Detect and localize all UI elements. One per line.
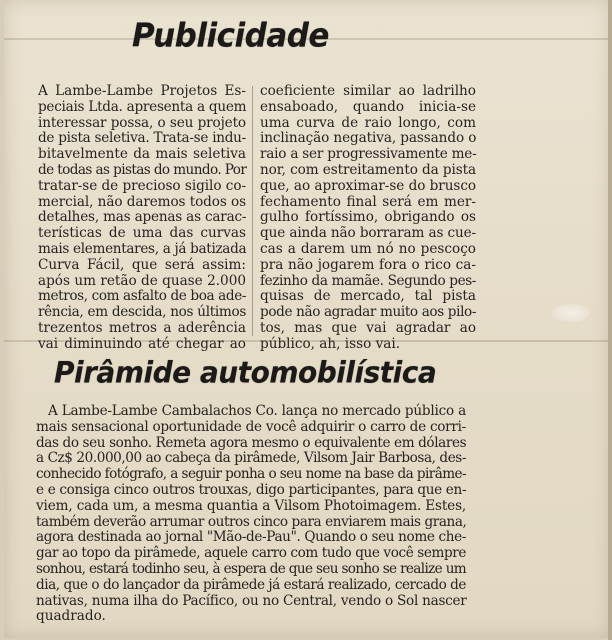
text-line: de pista seletiva. Trata-se indu- — [38, 130, 246, 147]
text-line: que, ao aproximar-se do brusco — [260, 177, 476, 194]
text-line: que ainda não borraram as cue- — [260, 225, 476, 242]
text-line: cas a darem um nó no pescoço — [260, 240, 476, 257]
section-title-publicidade: Publicidade — [132, 17, 329, 55]
text-line: peciais Ltda. apresenta a quem — [38, 98, 247, 115]
text-line: também deverão arrumar outros cinco para enviarem mais grana, — [36, 513, 467, 530]
text-line: a Cz$ 20.000,00 ao cabeça da pirâmede, Vilsom Jair Barbosa, des- — [36, 450, 466, 467]
text-line: mais elementares, a já batizada — [38, 240, 247, 257]
text-line: dia, que o do lançador da pirâmede já estará realizado, cercado de — [36, 576, 466, 593]
newspaper-clipping — [4, 0, 610, 638]
text-line: raio a ser progressivamente me- — [260, 146, 477, 163]
text-line: fezinho da mamãe. Segundo pes- — [260, 272, 476, 289]
text-line: uma curva de raio longo, com — [260, 114, 476, 131]
text-line: e e consiga cinco outros trouxas, digo participantes, para que en- — [36, 481, 467, 498]
text-line: nor, com estreitamento da pista — [260, 161, 476, 178]
text-line: coeficiente similar ao ladrilho — [260, 83, 476, 99]
text-line: detalhes, mas apenas as carac- — [38, 209, 247, 226]
text-line: após um retão de quase 2.000 — [38, 272, 246, 289]
text-line: tratar-se de precioso sigilo co- — [38, 177, 246, 194]
text-line: metros, com asfalto de boa ade- — [38, 288, 247, 305]
text-line: público, ah, isso vai. — [260, 335, 401, 352]
text-line: quisas de mercado, tal pista — [260, 288, 476, 305]
text-line: rência, em descida, nos últimos — [38, 304, 246, 321]
text-line: terísticas de uma das curvas — [38, 225, 246, 242]
text-line: das do seu sonho. Remeta agora mesmo o equivalente em dólares — [36, 434, 467, 451]
text-line: trezentos metros a aderência — [38, 319, 246, 336]
text-line: bitavelmente da mais seletiva — [38, 146, 246, 163]
text-line: pra não jogarem fora o rico ca- — [260, 256, 476, 273]
text-line: mais sensacional oportunidade de você adquirir o carro de corri- — [36, 418, 466, 435]
section-title-piramide: Pirâmide automobilística — [54, 355, 437, 390]
text-line: gulho fortíssimo, obrigando os — [260, 209, 476, 226]
text-line: fechamento final será em mer- — [260, 193, 476, 210]
text-line: A Lambe-Lambe Cambalachos Co. lança no mercado público a — [48, 403, 467, 419]
text-line: A Lambe-Lambe Projetos Es- — [38, 83, 246, 99]
text-line: ensaboado, quando inicia-se — [260, 98, 476, 115]
text-line: gar ao topo da pirâmede, aquele carro com tudo que você sempre — [36, 545, 466, 562]
text-line: sonhou, estará todinho seu, à espera de que seu sonho se realize um — [36, 560, 467, 577]
text-line: vai diminuindo até chegar ao — [38, 335, 246, 352]
piramide-body — [36, 404, 466, 625]
text-line: quadrado. — [36, 608, 106, 625]
text-line: viem, cada um, a mesma quantia a Vilsom Photoimagem. Estes, — [36, 497, 467, 514]
text-line: pode não agradar muito aos pilo- — [260, 304, 477, 321]
publicidade-right-column — [260, 84, 476, 353]
text-line: tos, mas que vai agradar ao — [260, 319, 476, 336]
text-line: de todas as pistas do mundo. Por — [38, 161, 247, 178]
text-line: conhecido fotógrafo, a seguir ponha o seu nome na base da pirâme- — [36, 466, 466, 483]
text-line: Curva Fácil, que será assim: — [38, 256, 246, 273]
text-line: agora destinada ao jornal "Mão-de-Pau". Quando o seu nome che- — [36, 529, 466, 546]
publicidade-left-column — [38, 84, 246, 353]
paper-stain — [552, 304, 590, 322]
text-line: mercial, não daremos todos os — [38, 193, 246, 210]
text-line: interessar possa, o seu projeto — [38, 114, 246, 131]
page-edge — [608, 0, 612, 640]
text-line: inclinação negativa, passando o — [260, 130, 477, 147]
column-divider — [252, 86, 253, 336]
text-line: nativas, numa ilha do Pacífico, ou no Central, vendo o Sol nascer — [36, 592, 467, 609]
